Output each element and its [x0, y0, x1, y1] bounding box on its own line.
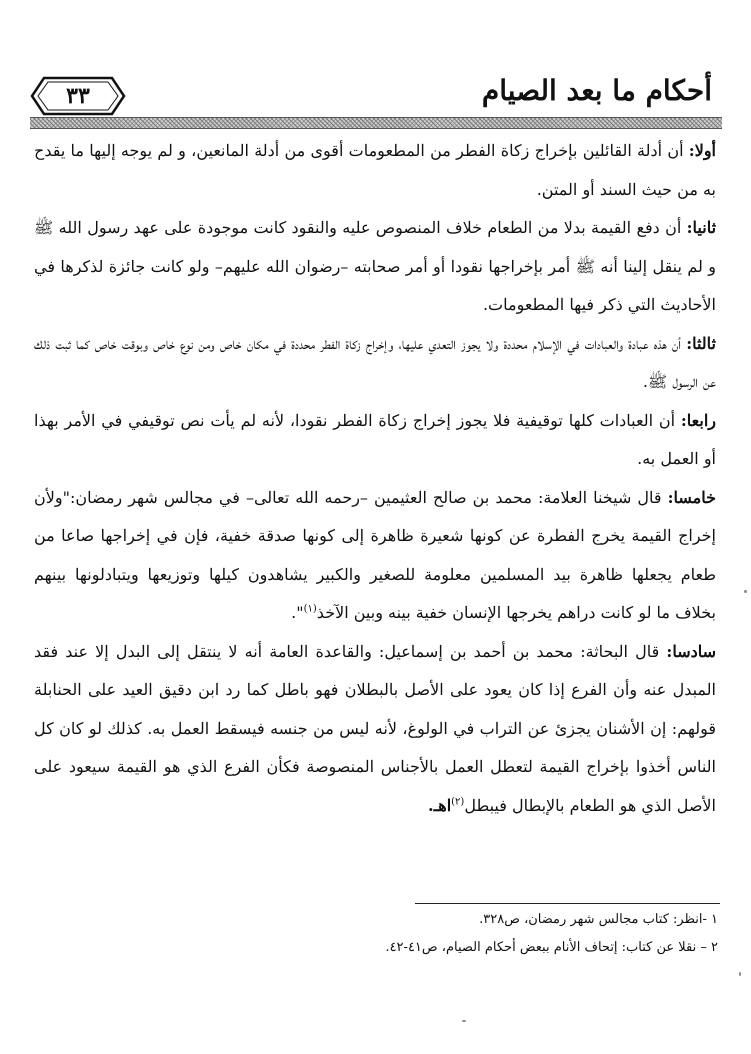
page-header: [30, 66, 720, 118]
footnote-item: ١ -انظر: كتاب مجالس شهر رمضان، ص٣٢٨.: [479, 912, 718, 927]
paragraph-lead: رابعا:: [680, 410, 716, 430]
page-number: ٣٣: [66, 83, 90, 109]
scan-speck: [462, 1020, 466, 1022]
paragraph-fifth: [34, 479, 716, 633]
header-divider-band: [30, 117, 722, 129]
footnotes: [34, 906, 718, 962]
paragraph-lead: خامسا:: [667, 487, 716, 507]
paragraph-text: قال شيخنا العلامة: محمد بن صالح العثيمين –رحمه الله تعالى– في مجالس شهر رمضان:"ولأن إخراج القيمة يخرج الفطرة عن كونها شعيرة ظاهرة إلى كونها صدقة خفية، فإن في إخراجها صاعا من طعام يجعلها ظاهرة بيد المسلمين معلومة للصغير والكبير يشاهدون كيلها وتوزيعها ويتبادلونها بينهم بخلاف ما لو كانت دراهم يخرجها الإنسان خفية بينه وبين الآخذ: [34, 487, 716, 622]
paragraph-third: [34, 325, 716, 402]
footnote-reference: (٢): [451, 796, 465, 808]
paragraph-first: [34, 132, 716, 209]
footnote-item: ٢ – نقلا عن كتاب: إتحاف الأنام ببعض أحكام الصيام، ص٤١-٤٢.: [385, 940, 718, 955]
paragraph-text: أن دفع القيمة بدلا من الطعام خلاف المنصوص عليه والنقود كانت موجودة على عهد رسول الله ﷺ و لم ينقل إلينا أنه ﷺ أمر بإخراجها نقودا أو أمر صحابته –رضوان الله عليهم– ولو كانت جائزة لذكرها في الأحاديث التي ذكر فيها المطعومات.: [34, 218, 716, 314]
paragraph-text: أن هذه عبادة والعبادات في الإسلام محددة ولا يجوز التعدي عليها، وإخراج زكاة الفطر محددة في مكان خاص ومن نوع خاص وبوقت خاص كما ثبت ذلك عن الرسول ﷺ.: [34, 333, 716, 391]
scan-speck: [744, 590, 747, 593]
footnote-reference: (١): [303, 603, 317, 615]
body-text: [34, 132, 716, 825]
paragraph-text: أن أدلة القائلين بإخراج زكاة الفطر من المطعومات أقوى من أدلة المانعين، و لم يوجه إليها ما يقدح به من حيث السند أو المتن.: [34, 141, 716, 199]
paragraph-text: أن العبادات كلها توقيفية فلا يجوز إخراج زكاة الفطر نقودا، لأنه لم يأت نص توقيفي في الأمر بهذا أو العمل به.: [34, 410, 716, 468]
paragraph-text-end: اهـ.: [428, 795, 452, 815]
paragraph-lead: سادسا:: [666, 641, 716, 661]
footnote-separator: [415, 903, 720, 904]
paragraph-lead: أولا:: [688, 141, 716, 160]
paragraph-lead: ثالثا:: [686, 333, 716, 353]
paragraph-text-end: ".: [291, 603, 304, 622]
scan-speck: [739, 972, 741, 976]
running-title: أحكام ما بعد الصيام: [481, 74, 712, 107]
paragraph-text: قال البحاثة: محمد بن أحمد بن إسماعيل: والقاعدة العامة أنه لا ينتقل إلى البدل إلا عند فقد المبدل عنه وأن الفرع إذا كان يعود على الأصل بالبطلان فهو باطل كما رد ابن دقيق العيد على الحنابلة قولهم: إن الأشنان يجزئ عن التراب في الولوغ، لأنه ليس من جنسه فيسقط العمل به. كذلك لو كان كل الناس أخذوا بإخراج القيمة لتعطل العمل بالأجناس المنصوصة فكأن الفرع الذي هو القيمة سيعود على الأصل الذي هو الطعام بالإبطال فيبطل: [34, 641, 716, 815]
paragraph-sixth: [34, 633, 716, 826]
page-number-badge: [30, 76, 126, 116]
paragraph-lead: ثانيا:: [686, 218, 717, 237]
paragraph-second: [34, 209, 716, 325]
paragraph-fourth: [34, 402, 716, 479]
